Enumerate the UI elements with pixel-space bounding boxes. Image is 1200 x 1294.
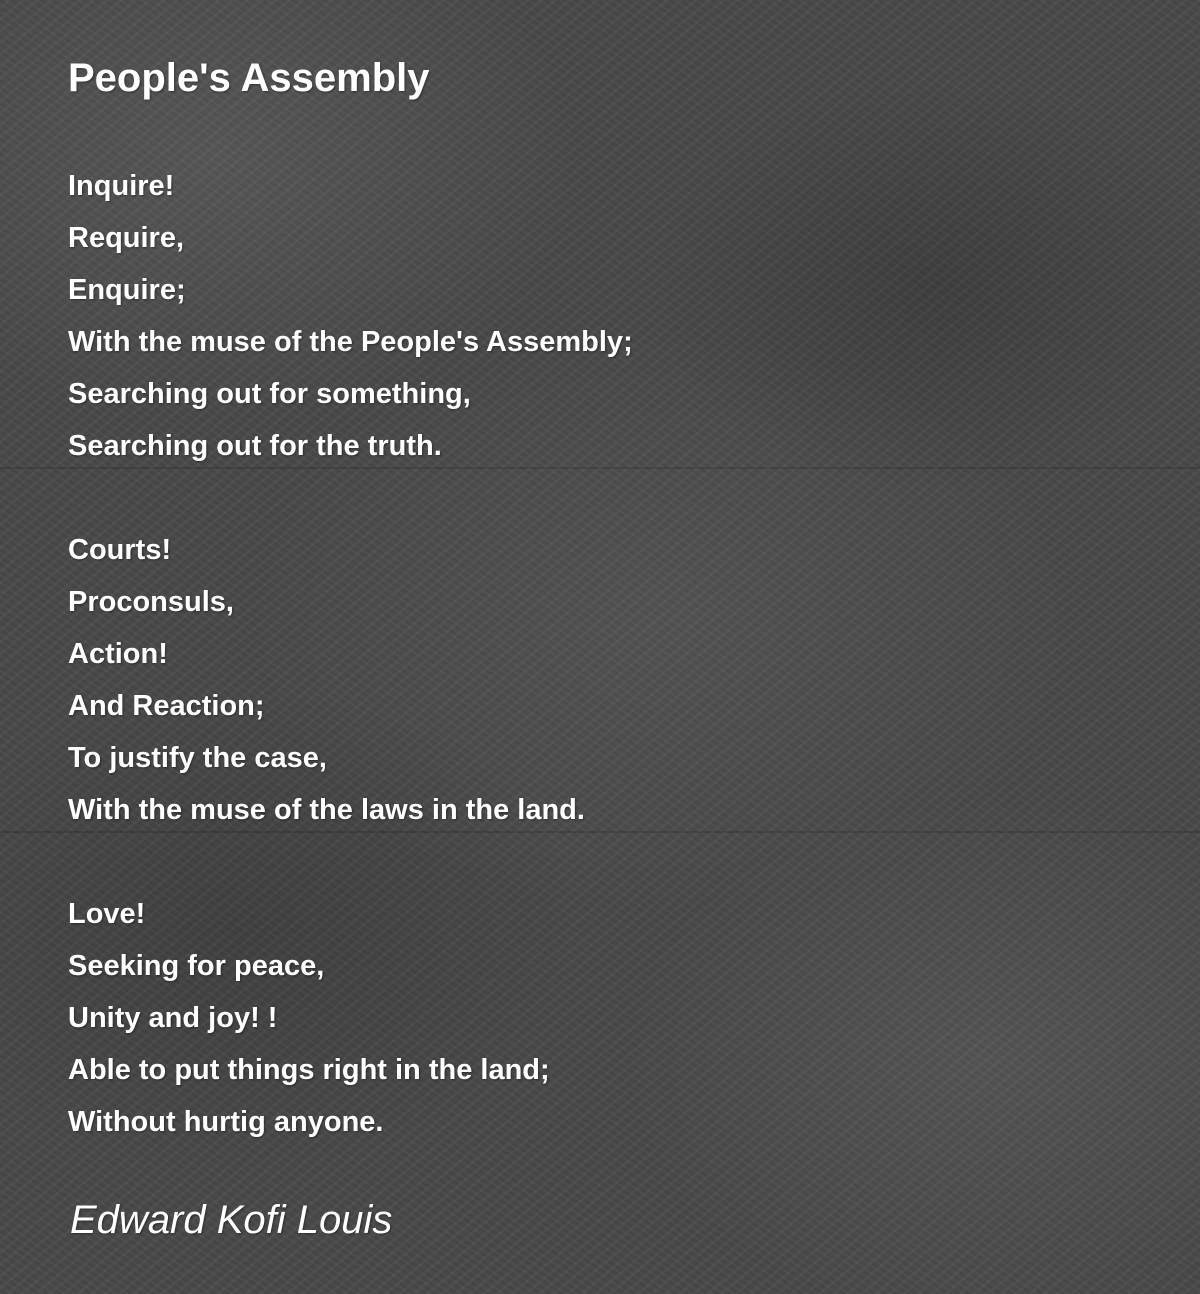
poem-line: Searching out for something,: [68, 378, 471, 410]
stanza-3: [68, 888, 1148, 1148]
poem-line: Enquire;: [68, 274, 186, 306]
poem-title: People's Assembly: [68, 56, 430, 100]
poem-line: To justify the case,: [68, 742, 327, 774]
stanza-2: [68, 524, 1148, 836]
poem-line: Able to put things right in the land;: [68, 1054, 550, 1086]
poem-line: Seeking for peace,: [68, 950, 325, 982]
poem-line: Inquire!: [68, 170, 175, 202]
poem-line: With the muse of the People's Assembly;: [68, 326, 633, 358]
poem-line: Searching out for the truth.: [68, 430, 442, 462]
poem-line: Action!: [68, 638, 168, 670]
stanza-1: [68, 160, 1148, 472]
poem-line: Unity and joy! !: [68, 1002, 278, 1034]
poem-line: Proconsuls,: [68, 586, 234, 618]
poem-line: With the muse of the laws in the land.: [68, 794, 585, 826]
poem-line: Without hurtig anyone.: [68, 1106, 384, 1138]
poem-line: And Reaction;: [68, 690, 265, 722]
poem-author: Edward Kofi Louis: [70, 1198, 393, 1242]
poem-line: Love!: [68, 898, 146, 930]
poem-line: Courts!: [68, 534, 172, 566]
poem: [68, 52, 1148, 1148]
poem-line: Require,: [68, 222, 185, 254]
